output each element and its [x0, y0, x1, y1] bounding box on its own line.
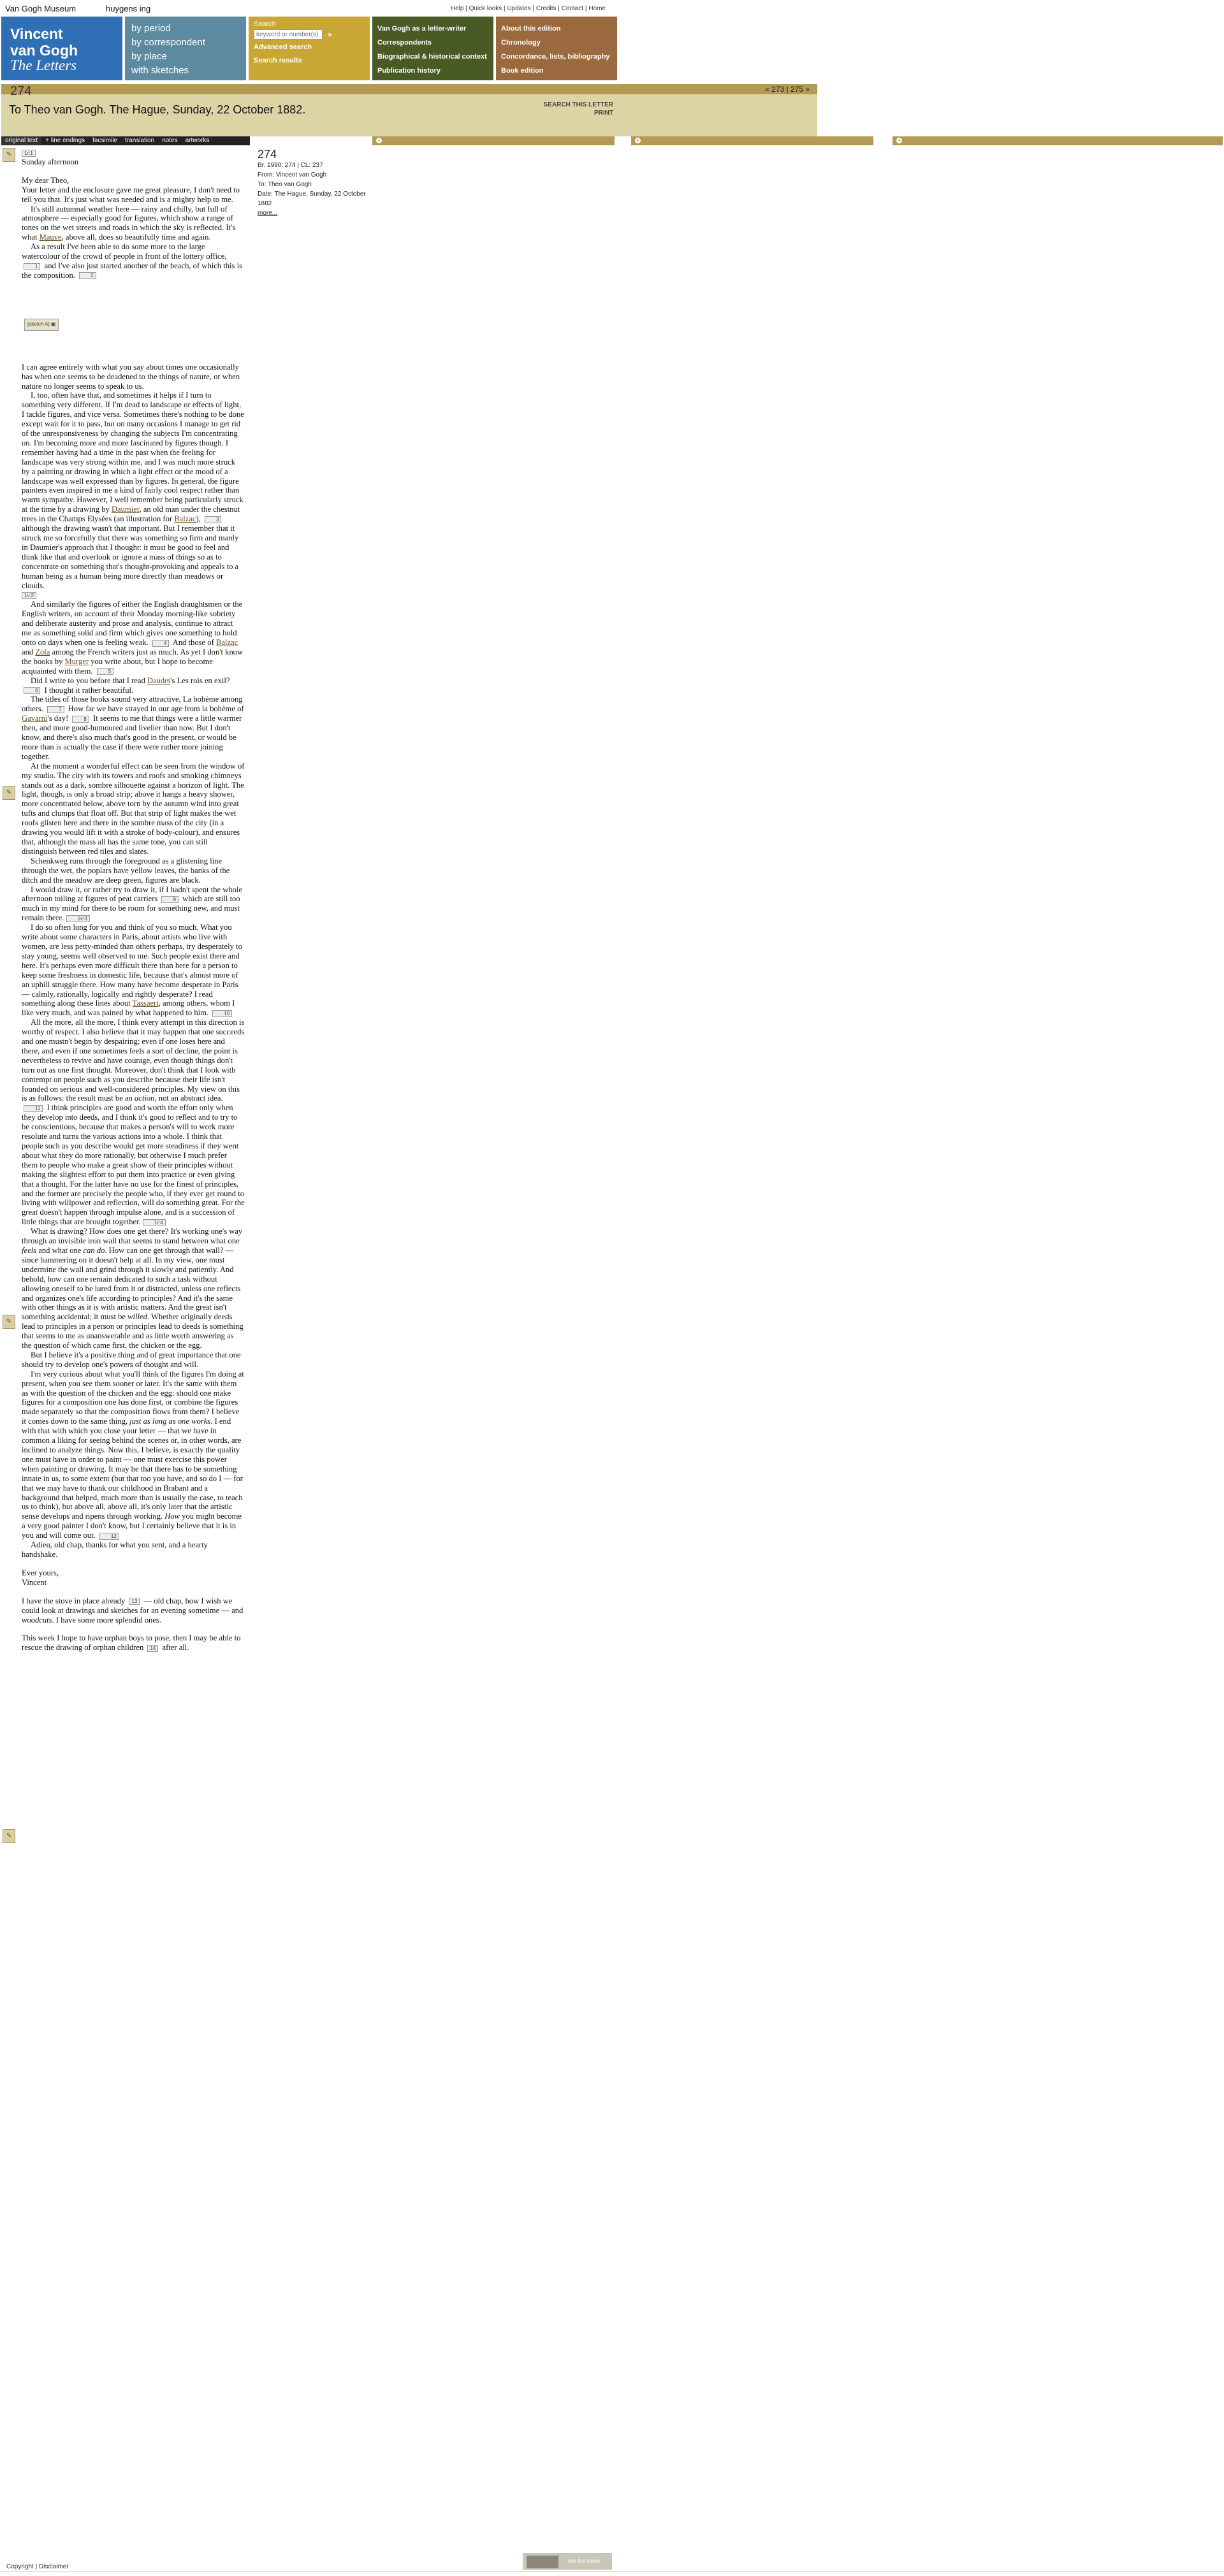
updates-link[interactable]: Updates	[507, 5, 531, 12]
letter-metadata	[258, 148, 366, 218]
search-panel	[249, 17, 370, 80]
person-link[interactable]: Tassaert	[132, 999, 159, 1008]
quick-looks-link[interactable]: Quick looks	[469, 5, 502, 12]
context-nav	[372, 17, 493, 80]
tab-line-endings[interactable]: + line endings	[45, 137, 85, 144]
page-facsimile-icon[interactable]: ✎	[3, 1315, 15, 1329]
page-marker[interactable]: 1r:4	[143, 1219, 166, 1226]
note-marker[interactable]: 1	[24, 263, 40, 270]
page-marker[interactable]: 1v:3	[66, 915, 90, 922]
paragraph: I'm very curious about what you'll think of the figures I'm doing at present, when you see them sooner or later. It's the same with them as with the question of the chicken and the egg: should one make figures for a composition one has done first, or combine the figures made separately so that the composition flows from them? I believe it comes down to the same thing, just as long as one works. I end with that with which you close your letter — that we have in common a liking for seeing behind the scenes or, in other words, are inclined to analyze things. Now this, I believe, is exactly the quality one must have in order to paint — one must exercise this power when painting or drawing. It may be that there has to be something innate in us, to some extent (but that too you have, and so do I — for that we may have to thank our childhood in Brabant and a background that helped, much more than is usually the case, to teach us to think), but above all, above all, it's only later that the artistic sense develops and ripens through working. How you might become a very good painter I don't know, but I certainly believe that it is in you and will come out. 12	[22, 1369, 244, 1540]
credits-link[interactable]: Credits	[536, 5, 557, 12]
nav-publication-history[interactable]: Publication history	[377, 67, 441, 75]
note-marker[interactable]: 13	[129, 1598, 140, 1605]
logo-line-3: The Letters	[10, 57, 77, 73]
page-facsimile-icon[interactable]: ✎	[3, 1829, 15, 1843]
tab-translation[interactable]: translation	[125, 137, 155, 144]
meta-from: From: Vincent van Gogh	[258, 171, 327, 178]
logo-line-2: van Gogh	[10, 42, 78, 59]
nav-by-correspondent[interactable]: by correspondent	[131, 37, 205, 48]
letter-nav-bar	[1, 84, 817, 94]
nav-about-edition[interactable]: About this edition	[501, 25, 561, 33]
nav-concordance[interactable]: Concordance, lists, bibliography	[501, 53, 610, 61]
footer-divider	[0, 2571, 1224, 2572]
postscript: I have the stove in place already 13 — old chap, how I wish we could look at drawings and sketches for an evening sometime — and woodcuts. I have some more splendid ones.	[22, 1596, 244, 1624]
utility-links: Help | Quick looks | Updates | Credits | Contact | Home	[450, 5, 606, 12]
paragraph: Did I write to you before that I read Daudet's Les rois en exil? 6 I thought it rather beautiful.	[22, 676, 245, 695]
meta-ref: Br. 1990: 274 | CL: 237	[258, 162, 323, 169]
paragraph: Your letter and the enclosure gave me great pleasure, I don't need to tell you that. It's just what was needed and is a mighty help to me.	[22, 185, 240, 204]
person-link[interactable]: Mauve	[39, 233, 62, 242]
note-marker[interactable]: 7	[47, 706, 64, 713]
paragraph: All the more, all the more, I think every attempt in this direction is worthy of respect. I also believe that it may happen that one succeeds and one mustn't begin by despairing; even if one loses here and there, and even if one sometimes feels a sort of decline, the point is nevertheless to revive and have courage, even though things don't turn out as one first thought. Moreover, don't think that I look with contempt on people such as you describe because their life isn't founded on serious and well-considered principles. My view on this is as follows: the result must be an action, not an abstract idea. 11 I think principles are good and worth the effort only when they develop into deeds, and I think it's good to reflect and to try to be conscientious, because that makes a person's will to work more resolute and turns the various actions into a whole. I think that people such as you describe would get more steadiness if they went about what they do more rationally, but otherwise I much prefer them to people who make a great show of their principles without making the slightest effort to put them into practice or even giving that a thought. For the latter have no use for the finest of principles, and the former are precisely the people who, if they ever get round to living with willpower and reflection, will do something great. For the great doesn't happen through impulse alone, and is a succession of little things that are brought together. 1r:4	[22, 1018, 245, 1227]
books-banner-text: See the books	[567, 2558, 601, 2564]
page-marker[interactable]: 1r:1	[22, 150, 36, 157]
top-bar	[0, 0, 1224, 17]
paragraph: I, too, often have that, and sometimes it helps if I turn to something very different. If I'm dead to landscape or effects of light, I tackle figures, and vice versa. Sometimes there's nothing to be done except wait for it to pass, but on many occasions I manage to get rid of the unresponsiveness by changing the subjects I'm concentrating on. I'm becoming more and more fascinated by figures though. I remember having had a time in the past when the feeling for landscape was very strong within me, and I was much more struck by a painting or drawing in which a light effect or the mood of a landscape was well expressed than by figures. In general, the figure painters even inspired in me a kind of fairly cool respect rather than warm sympathy. However, I well remember being particularly struck at the time by a drawing by Daumier, an old man under the chestnut trees in the Champs Elysées (an illustration for Balzac), 3 although the drawing wasn't that important. But I remember that it struck me so forcefully that there was something so firm and manly in Daumier's approach that I thought: it must be good to feel and think like that and overlook or ignore a mass of things so as to concentrate on something that's thought-provoking and appeals to a human being as a human being more directly than meadows or clouds.	[22, 391, 244, 590]
note-marker[interactable]: 9	[161, 896, 178, 903]
home-link[interactable]: Home	[588, 5, 606, 12]
dateline: Sunday afternoon	[22, 157, 79, 166]
person-link[interactable]: Murger	[64, 656, 89, 666]
nav-book-edition[interactable]: Book edition	[501, 67, 544, 75]
page-facsimile-icon[interactable]: ✎	[3, 148, 15, 162]
paragraph: It's still autumnal weather here — rainy and chilly, but full of atmosphere — especially good for figures, which show a range of tones on the wet streets and roads in which the sky is reflected. It's what Mauve, above all, does so beautifully time and again.	[22, 204, 236, 242]
nav-by-period[interactable]: by period	[131, 23, 171, 34]
letter-number: 274	[10, 84, 32, 98]
paragraph: I do so often long for you and think of you so much. What you write about some characters in Paris, about artists who live with women, are less petty-minded than others perhaps, try desperately to stay young, seems well observed to me. Such people exist there and here. It's perhaps even more difficult there than here for a person to keep some freshness in domestic life, because that's almost more of an uphill struggle there. How many have become desperate in Paris — calmly, rationally, logically and rightly desperate? I read something along these lines about Tassaert, among others, whom I like very much, and was pained by what happened to him. 10	[22, 923, 242, 1018]
person-link[interactable]: Daudet	[147, 676, 171, 685]
note-marker[interactable]: 2	[79, 272, 96, 279]
tab-facsimile[interactable]: facsimile	[92, 137, 118, 144]
search-go-button[interactable]: »	[328, 30, 332, 39]
closing: Ever yours,	[22, 1568, 59, 1577]
books-banner[interactable]	[523, 2553, 612, 2570]
site-logo[interactable]	[1, 17, 122, 80]
search-this-letter-link[interactable]: SEARCH THIS LETTER	[543, 101, 613, 108]
prev-next-letter-nav[interactable]: « 273 | 275 »	[765, 85, 810, 94]
books-icon	[527, 2556, 558, 2568]
nav-by-place[interactable]: by place	[131, 51, 167, 62]
nav-with-sketches[interactable]: with sketches	[131, 65, 189, 76]
paragraph: As a result I've been able to do some more to the large watercolour of the crowd of people in front of the lottery office, 1 and I've also just started another of the beach, of which this is the composition. 2	[22, 242, 242, 280]
tab-artworks[interactable]: artworks	[185, 137, 210, 144]
tab-notes[interactable]: notes	[162, 137, 178, 144]
note-marker[interactable]: 3	[205, 516, 221, 523]
paragraph: Adieu, old chap, thanks for what you sent, and a hearty handshake.	[22, 1540, 208, 1559]
note-marker[interactable]: 8	[72, 716, 89, 723]
print-link[interactable]: PRINT	[594, 110, 613, 117]
search-results-link[interactable]: Search results	[254, 57, 302, 64]
contact-link[interactable]: Contact	[561, 5, 584, 12]
paragraph: The titles of those books sound very attractive, La bohème among others. 7 How far we have strayed in our age from la bohème of Gavarni's day! 8 It seems to me that things were a little warmer then, and more good-humoured and livelier than now. But I don't know, and there's also much that's good in the present, or would be more than is actually the case if there were rather more joining together.	[22, 695, 244, 761]
add-panel-icon[interactable]: +	[897, 137, 901, 143]
person-link[interactable]: Gavarni	[22, 714, 48, 723]
note-marker[interactable]: 14	[147, 1645, 158, 1652]
signature: Vincent	[22, 1577, 47, 1587]
postscript: This week I hope to have orphan boys to pose, then I may be able to rescue the drawing of orphan children 14 after all.	[22, 1633, 241, 1653]
search-input[interactable]	[254, 29, 323, 40]
meta-date: Date: The Hague, Sunday, 22 October 1882	[258, 191, 366, 207]
meta-to: To: Theo van Gogh	[258, 181, 312, 188]
meta-number: 274	[258, 148, 277, 161]
search-label: Search	[254, 20, 276, 28]
paragraph: What is drawing? How does one get there? It's working one's way through an invisible iron wall that seems to stand between what one feels and what one can do. How can one get through that wall? — since hammering on it doesn't help at all. In my view, one must undermine the wall and grind through it slowly and patiently. And behold, how can one remain dedicated to such a task without allowing oneself to be lured from it or distracted, unless one reflects and organizes one's life according to principles? And it's the same with other things as it is with artistic matters. And the great isn't something accidental; it must be willed. Whether originally deeds lead to principles in a person or principles lead to deeds is something that seems to me as unanswerable and as little worth answering as the question of which came first, the chicken or the egg.	[22, 1227, 244, 1350]
person-link[interactable]: Zola	[35, 647, 50, 656]
nav-correspondents[interactable]: Correspondents	[377, 39, 432, 47]
note-marker[interactable]: 6	[24, 687, 40, 694]
advanced-search-link[interactable]: Advanced search	[254, 43, 312, 51]
paragraph: But I believe it's a positive thing and of great importance that one should try to develop one's powers of thought and will.	[22, 1350, 241, 1369]
panel-bar-1	[372, 136, 615, 145]
add-panel-icon[interactable]: +	[377, 137, 381, 143]
paragraph: Schenkweg runs through the foreground as a glistening line through the wet, the poplars have yellow leaves, the banks of the ditch and the meadow are deep green, figures are black.	[22, 856, 230, 885]
note-marker[interactable]: 4	[152, 640, 169, 647]
help-link[interactable]: Help	[450, 5, 464, 12]
huygens-logo[interactable]: huygens ing	[106, 4, 151, 13]
footer-links[interactable]: Copyright | Disclaimer	[6, 2563, 69, 2570]
person-link[interactable]: Daumier	[111, 505, 140, 514]
note-marker[interactable]: 11	[24, 1105, 43, 1112]
paragraph: And similarly the figures of either the English draughtsmen or the English writers, on account of their Monday morning-like sobriety and deliberate austerity and prose and analysis, continue to attract me as something solid and firm which gives one something to hold onto on days when one is feeling weak. 4 And those of Balzac and Zola among the French writers just as much. As yet I don't know the books by Murger you write about, but I hope to become acquainted with them. 5	[22, 600, 244, 676]
person-link[interactable]: Balzac	[215, 637, 238, 647]
letter-title: To Theo van Gogh. The Hague, Sunday, 22 October 1882.	[9, 103, 306, 116]
page-marker[interactable]: 1v:2	[22, 592, 36, 599]
panel-bar-3	[892, 136, 1223, 145]
letter-text	[22, 148, 245, 1653]
nav-biographical[interactable]: Biographical & historical context	[377, 53, 487, 61]
salutation: My dear Theo,	[22, 175, 69, 185]
add-panel-icon[interactable]: +	[636, 137, 640, 143]
note-marker[interactable]: 12	[99, 1533, 119, 1540]
paragraph: I can agree entirely with what you say about times one occasionally has when one seems to be deadened to the things of nature, or when nature no longer seems to speak to us.	[22, 362, 240, 391]
page-facsimile-icon[interactable]: ✎	[3, 786, 15, 800]
paragraph: At the moment a wonderful effect can be seen from the window of my studio. The city with its towers and roofs and smoking chimneys stands out as a dark, sombre silhouette against a horizon of light. The light, though, is only a broad strip; above it hangs a heavy shower, more concentrated below, above torn by the autumn wind into great tufts and clumps that float off. But that strip of light makes the wet roofs glisten here and there in the sombre mass of the city (in a drawing you would lift it with a stroke of body-colour), and ensures that, although the mass all has the same tone, you can still distinguish between red tiles and slates.	[22, 761, 245, 856]
sketch-link[interactable]: [sketch A] ▣	[24, 319, 59, 331]
tab-original-text[interactable]: original text	[1, 136, 41, 145]
meta-more-link[interactable]: more...	[258, 210, 278, 217]
nav-chronology[interactable]: Chronology	[501, 39, 541, 47]
paragraph: I would draw it, or rather try to draw it, if I hadn't spent the whole afternoon toiling at figures of peat carriers 9 which are still too much in my mind for there to be room for something new, and must remain there. 1v:3	[22, 885, 243, 923]
person-link[interactable]: Balzac	[174, 514, 196, 524]
panel-bar-2	[631, 136, 873, 145]
note-marker[interactable]: 10	[212, 1010, 232, 1017]
museum-logo[interactable]: Van Gogh Museum	[5, 4, 76, 13]
browse-nav	[125, 17, 246, 80]
edition-nav	[496, 17, 617, 80]
note-marker[interactable]: 5	[97, 668, 113, 675]
logo-line-1: Vincent	[10, 25, 63, 42]
nav-letter-writer[interactable]: Van Gogh as a letter-writer	[377, 25, 467, 33]
view-tabs	[1, 136, 250, 145]
